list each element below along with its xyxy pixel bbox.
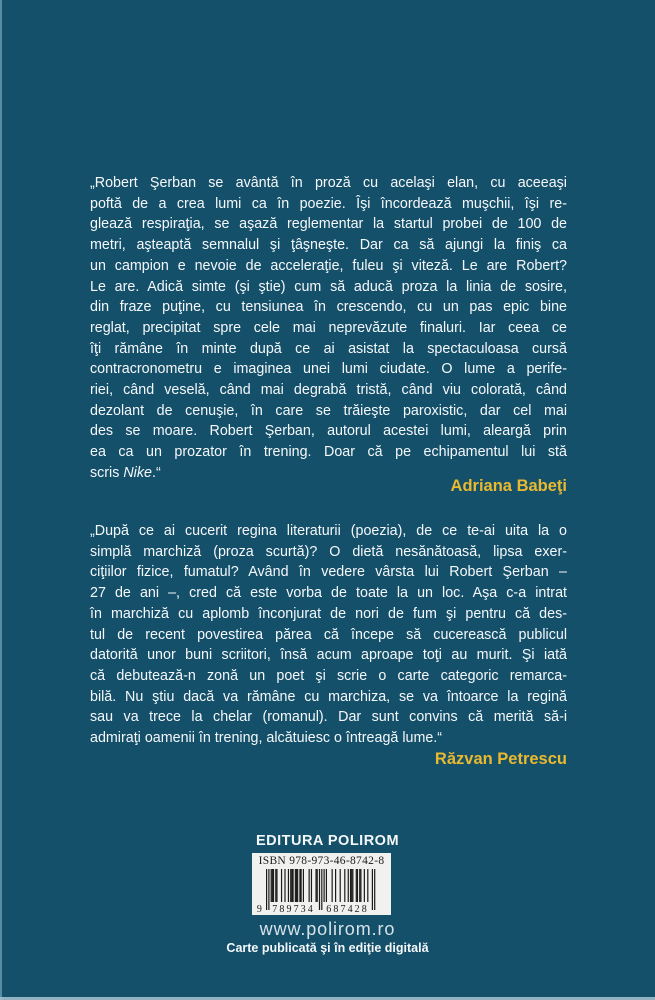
review-quote-2 — [90, 521, 567, 749]
quote-line: poftă de a crea lumi ca în poezie. Îşi încordează muşchii, îşi re- — [90, 195, 567, 212]
barcode-digit-group-1: 9 — [256, 904, 264, 913]
quote-1-last-line-post: .“ — [151, 465, 161, 481]
quote-line: „După ce ai cucerit regina literaturii (poezia), de ce te-ai uita la o — [90, 523, 567, 539]
ean13-barcode-graphic — [256, 869, 387, 913]
quote-line: 27 de ani –, cred că este vorba de toate la un loc. Aşa c-a intrat — [90, 585, 567, 602]
quote-line: în marchiză cu aplomb înconjurat de nori de fum şi pentru că des- — [90, 605, 567, 622]
quote-line: simplă marchiză (proza scurtă)? O dietă nesănătoasă, lipsa exer- — [90, 543, 567, 560]
review-quote-1 — [90, 173, 567, 463]
quote-line: dezolant de cenuşie, în care se trăieşte paroxistic, dar cel mai — [90, 402, 567, 419]
quote-line: „Robert Şerban se avântă în proză cu acelaşi elan, cu aceeaşi — [90, 175, 567, 191]
quote-line: sau va trece la chelar (romanul). Dar sunt convins că merită să-i — [90, 709, 567, 726]
quote-1-attribution: Adriana Babeţi — [450, 477, 567, 495]
quote-line: un campion e nevoie de acceleraţie, fuleu şi viteză. Le are Robert? — [90, 257, 567, 274]
quote-line: glează respiraţia, se aşază reglementar la startul probei de 100 de — [90, 216, 567, 233]
quote-line: datorită unor buni scriitori, însă acum aproape toţi au murit. Şi iată — [90, 647, 567, 664]
quote-line: des se moare. Robert Şerban, autorul acestei lumi, aleargă prin — [90, 423, 567, 440]
quote-line: metri, aşteaptă semnalul şi ţâşneşte. Dar ca să ajungi la finiş ca — [90, 237, 567, 254]
quote-line: tul de recent povestirea părea că începe să cucerească publicul — [90, 626, 567, 643]
barcode-digit-group-2: 789734 — [272, 904, 315, 913]
quote-2-attribution: Răzvan Petrescu — [434, 750, 567, 768]
quote-line: contracronometru e imaginea unei lumi ciudate. O lume a perife- — [90, 361, 567, 378]
quote-line: riei, când veselă, când mai degrabă tristă, când viu colorată, când — [90, 382, 567, 399]
digital-edition-note: Carte publicată şi în ediţie digitală — [226, 941, 429, 955]
quote-line: din fraze puţine, cu tensiunea în crescendo, cu un pas epic bine — [90, 299, 567, 316]
quote-line: Le are. Adică simte (şi ştie) cum să aducă proza la linia de sosire, — [90, 278, 567, 295]
quote-line: îţi rămâne în minte după ce ai asistat la spectaculoasa cursă — [90, 340, 567, 357]
isbn-barcode-box — [252, 853, 391, 915]
cover-left-edge — [0, 0, 2, 1000]
publisher-website: www.polirom.ro — [259, 919, 396, 939]
quote-line: ciţiilor fizice, fumatul? Având în vedere vârsta lui Robert Şerban – — [90, 564, 567, 581]
quote-1-last-line-pre: scris — [90, 465, 124, 481]
quote-line: reglat, precipitat spre cele mai neprevăzute finaluri. Iar ceea ce — [90, 319, 567, 336]
quote-line: ea ca un prozator în trening. Doar că pe echipamentul lui stă — [90, 444, 567, 461]
quote-line: că debutează-n zonă un poet şi scrie o carte categoric remarca- — [90, 667, 567, 684]
book-title-italic: Nike — [123, 465, 152, 481]
quote-line: admiraţi oamenii în trening, alcătuiesc o întreagă lume.“ — [90, 730, 443, 747]
barcode-digit-group-3: 687428 — [326, 904, 369, 913]
isbn-number: ISBN 978-973-46-8742-8 — [258, 855, 385, 867]
publisher-name: EDITURA POLIROM — [255, 833, 400, 849]
quote-line: bilă. Nu ştiu dacă va rămâne cu marchiza, se va întoarce la regină — [90, 688, 567, 705]
